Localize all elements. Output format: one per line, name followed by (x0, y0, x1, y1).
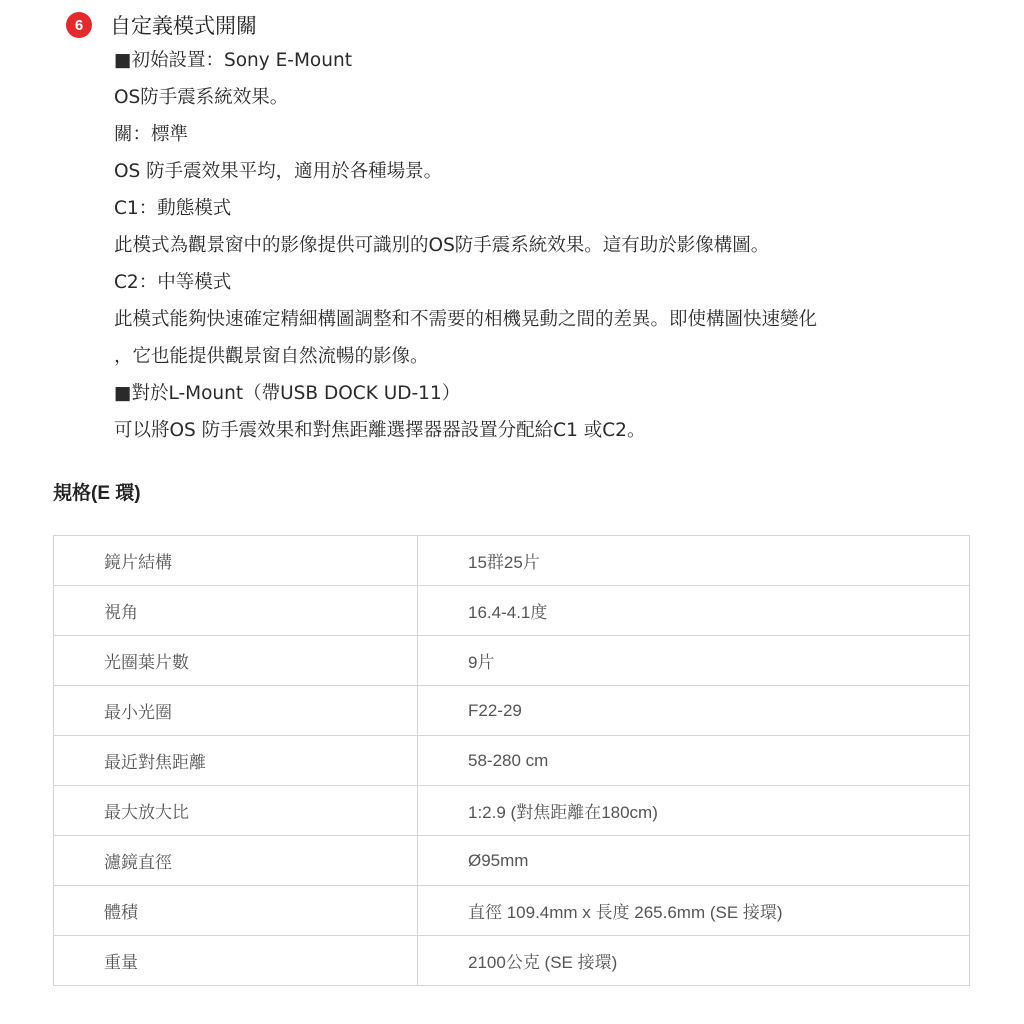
description-line: C1：動態模式 (114, 198, 232, 219)
section-title: 自定義模式開關 (110, 14, 257, 38)
spec-label: 鏡片結構 (54, 536, 418, 586)
spec-value: 直徑 109.4mm x 長度 265.6mm (SE 接環) (418, 886, 970, 936)
description-line: ■對於L-Mount（帶USB DOCK UD-11） (114, 383, 461, 404)
table-row (54, 786, 970, 836)
table-row (54, 836, 970, 886)
spec-value: 15群25片 (418, 536, 970, 586)
spec-label: 重量 (54, 936, 418, 986)
description-line: 此模式為觀景窗中的影像提供可識別的OS防手震系統效果。這有助於影像構圖。 (114, 235, 770, 256)
description-line: C2：中等模式 (114, 272, 232, 293)
custom-mode-switch-section (66, 8, 1006, 449)
description-line: ■初始設置：Sony E-Mount (114, 50, 352, 71)
spec-value: 1:2.9 (對焦距離在180cm) (418, 786, 970, 836)
specs-table (53, 535, 970, 986)
spec-label: 最近對焦距離 (54, 736, 418, 786)
table-row (54, 936, 970, 986)
spec-value: Ø95mm (418, 836, 970, 886)
table-row (54, 736, 970, 786)
spec-value: 16.4-4.1度 (418, 586, 970, 636)
spec-value: F22-29 (418, 686, 970, 736)
section-header (66, 8, 1006, 42)
description-line: 可以將OS 防手震效果和對焦距離選擇器器設置分配給C1 或C2。 (114, 420, 646, 441)
description-line: OS 防手震效果平均，適用於各種場景。 (114, 161, 443, 182)
step-number-badge: 6 (66, 12, 92, 38)
spec-label: 濾鏡直徑 (54, 836, 418, 886)
spec-value: 58-280 cm (418, 736, 970, 786)
spec-label: 最小光圈 (54, 686, 418, 736)
table-row (54, 886, 970, 936)
table-row (54, 686, 970, 736)
spec-value: 2100公克 (SE 接環) (418, 936, 970, 986)
description-line: ，它也能提供觀景窗自然流暢的影像。 (114, 346, 429, 367)
spec-label: 體積 (54, 886, 418, 936)
table-row (54, 586, 970, 636)
table-row (54, 636, 970, 686)
spec-label: 最大放大比 (54, 786, 418, 836)
spec-label: 光圈葉片數 (54, 636, 418, 686)
description-line: 此模式能夠快速確定精細構圖調整和不需要的相機晃動之間的差異。即使構圖快速變化 (114, 309, 818, 330)
spec-label: 視角 (54, 586, 418, 636)
table-row (54, 536, 970, 586)
description-line: 關：標準 (114, 124, 189, 145)
spec-value: 9片 (418, 636, 970, 686)
description-line: OS防手震系統效果。 (114, 87, 289, 108)
specs-heading: 規格(E 環) (53, 483, 141, 504)
description-lines (114, 42, 1006, 449)
